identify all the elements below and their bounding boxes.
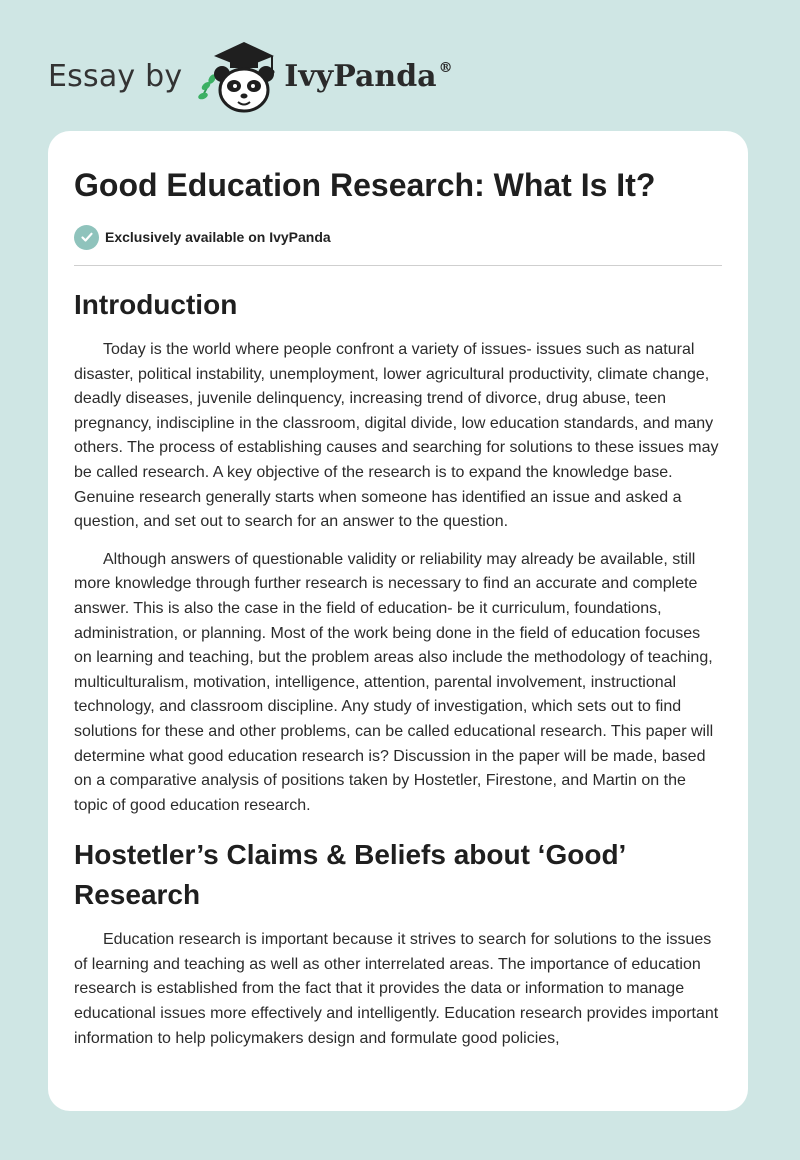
paragraph: Although answers of questionable validity or reliability may already be available, still more knowledge through further research is necessary to find an accurate and complete answer. This is also the case in the field of education- be it curriculum, foundations, administration, or planning. Most of the work being done in the field of education focuses on learning and teaching, but the problem areas also include the methodology of teaching, multiculturalism, motivation, intelligence, attention, parental involvement, instructional technology, and classroom discipline. Any study of investigation, which sets out to find solutions for these and other problems, can be called educational research. This paper will determine what good education research is? Discussion in the paper will be made, based on a comparative analysis of positions taken by Hostetler, Firestone, and Martin on the topic of good education research.	[74, 550, 714, 814]
article-card	[48, 131, 748, 1111]
section-heading-hostetler: Hostetler’s Claims & Beliefs about ‘Good’ Research	[74, 839, 625, 911]
panda-graduate-icon[interactable]	[194, 36, 280, 116]
check-circle-icon	[74, 225, 99, 250]
registered-mark: ®	[438, 59, 453, 76]
exclusive-badge	[74, 223, 722, 251]
site-header	[48, 36, 548, 116]
brand-name[interactable]: IvyPanda ®	[284, 58, 453, 94]
paragraph: Education research is important because it strives to search for solutions to the issues of learning and teaching as well as other interrelated areas. The importance of education research is established from the fact that it provides the data or information to manage educational issues more effectively and intelligently. Education research provides important information to help policymakers design and formulate good policies,	[74, 931, 719, 1047]
section-heading-introduction: Introduction	[74, 289, 238, 320]
divider	[74, 265, 722, 266]
page-title: Good Education Research: What Is It?	[74, 167, 656, 203]
exclusive-badge-label: Exclusively available on IvyPanda	[105, 229, 331, 245]
essay-by-label: Essay by	[48, 58, 183, 94]
paragraph: Today is the world where people confront a variety of issues- issues such as natural disaster, political instability, unemployment, lower agricultural productivity, climate change, deadly diseases, juvenile delinquency, increasing trend of divorce, drug abuse, teen pregnancy, indiscipline in the classroom, digital divide, low education standards, and many others. The process of establishing causes and searching for solutions to these issues may be called research. A key objective of the research is to expand the knowledge base. Genuine research generally starts when someone has identified an issue and asked a question, and set out to search for an answer to the question.	[74, 341, 719, 531]
